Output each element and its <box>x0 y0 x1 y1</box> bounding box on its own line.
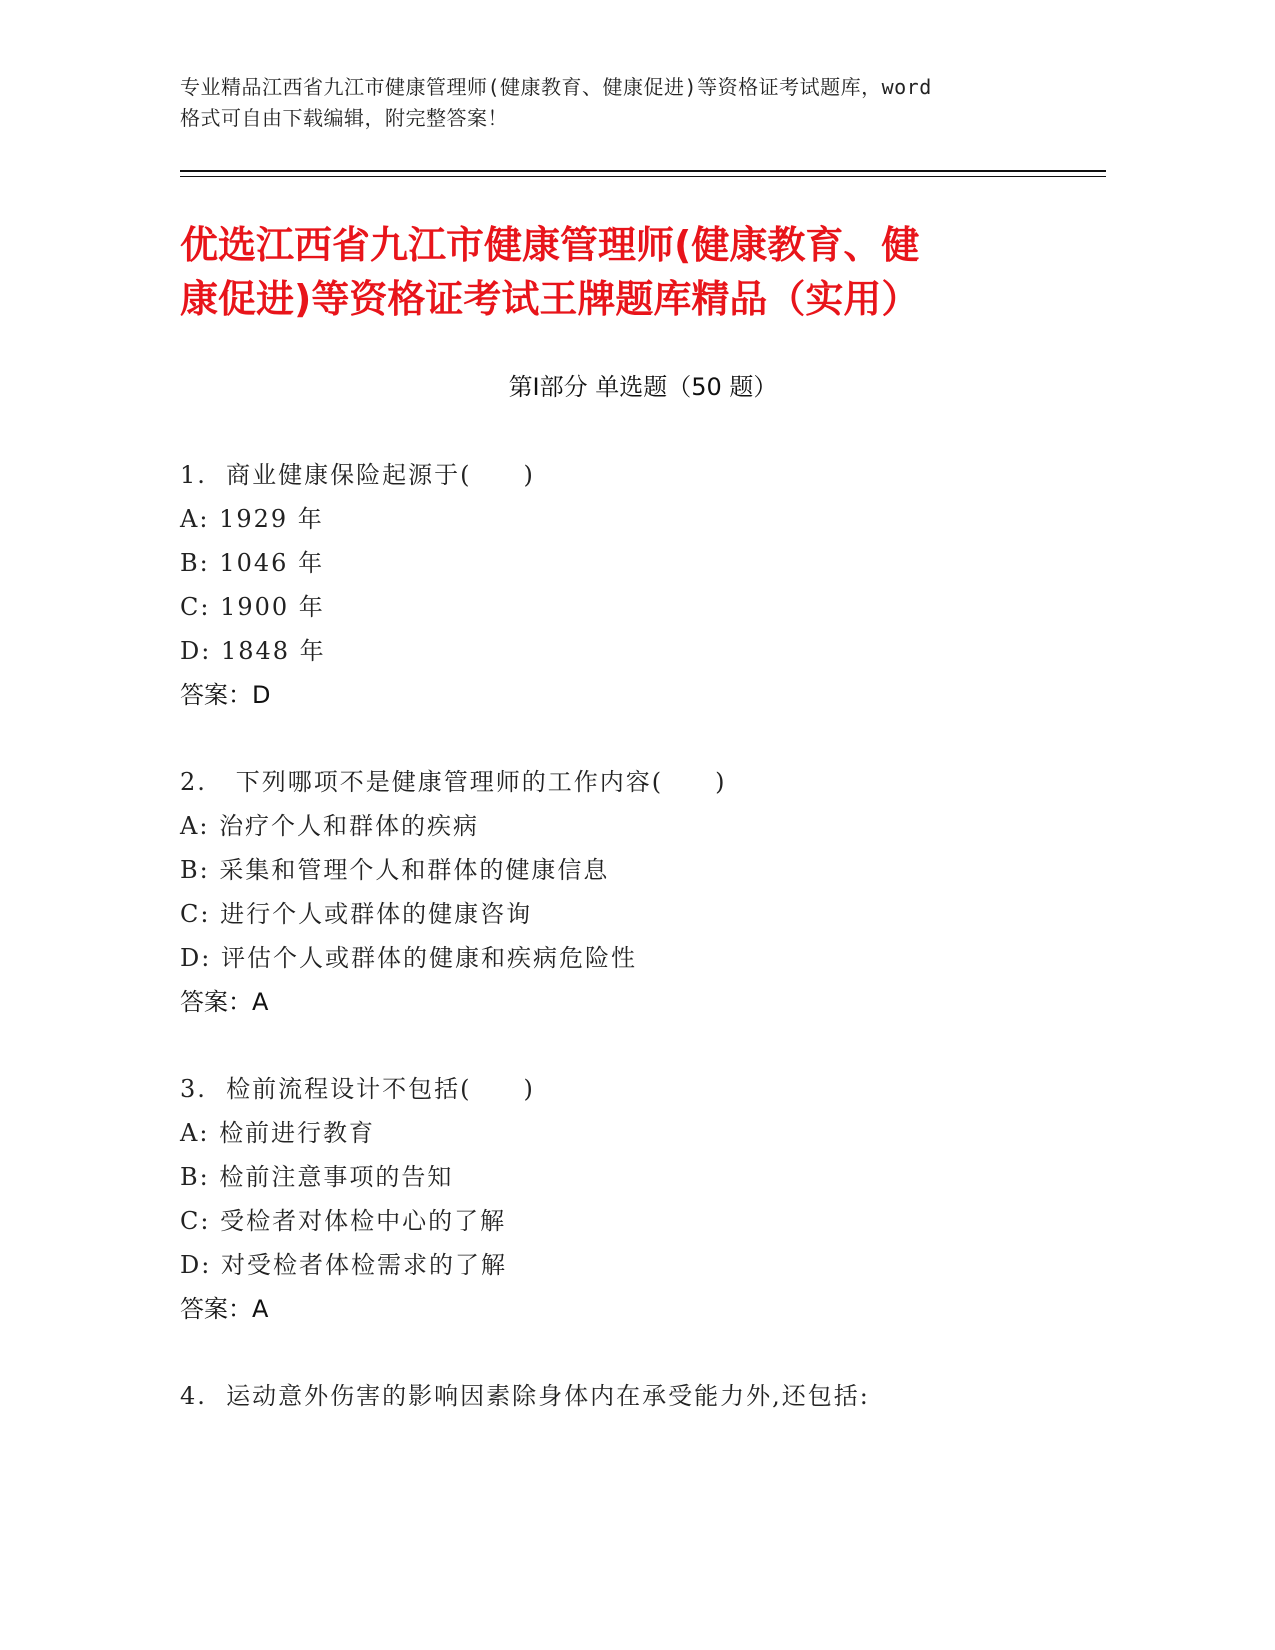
header-note <box>180 72 1060 134</box>
option-key: B: <box>180 549 210 577</box>
header-note-line-2: 格式可自由下载编辑，附完整答案！ <box>180 106 508 130</box>
header-note-line-1: 专业精品江西省九江市健康管理师(健康教育、健康促进)等资格证考试题库，word <box>180 75 932 99</box>
option-text: 采集和管理个人和群体的健康信息 <box>219 856 610 884</box>
question-text: 检前流程设计不包括( ) <box>226 1075 535 1103</box>
option-key: C: <box>180 1207 211 1235</box>
option-d <box>180 1243 1106 1287</box>
question-item <box>180 1374 1106 1418</box>
option-text: 1900 年 <box>220 593 325 621</box>
option-text: 受检者对体检中心的了解 <box>220 1207 507 1235</box>
answer-line: 答案：D <box>180 681 271 709</box>
option-b <box>180 1155 1106 1199</box>
header-divider-thick <box>180 170 1106 172</box>
question-list <box>180 453 1106 1461</box>
option-key: C: <box>180 593 211 621</box>
option-a <box>180 497 1106 541</box>
option-key: C: <box>180 900 211 928</box>
option-key: A: <box>180 505 210 533</box>
option-key: A: <box>180 812 210 840</box>
option-text: 治疗个人和群体的疾病 <box>219 812 480 840</box>
option-b <box>180 541 1106 585</box>
question-number: 4. <box>180 1382 207 1410</box>
question-number: 1. <box>180 461 207 489</box>
question-text: 运动意外伤害的影响因素除身体内在承受能力外,还包括: <box>226 1382 870 1410</box>
option-d <box>180 629 1106 673</box>
option-text: 1929 年 <box>219 505 324 533</box>
question-stem <box>180 760 1106 804</box>
question-item <box>180 453 1106 717</box>
option-key: D: <box>180 1251 212 1279</box>
option-b <box>180 848 1106 892</box>
question-text: 商业健康保险起源于( ) <box>226 461 535 489</box>
option-text: 对受检者体检需求的了解 <box>220 1251 507 1279</box>
document-title-line-2: 康促进)等资格证考试王牌题库精品（实用） <box>180 277 920 321</box>
option-text: 评估个人或群体的健康和疾病危险性 <box>220 944 637 972</box>
option-d <box>180 936 1106 980</box>
option-c <box>180 585 1106 629</box>
option-key: D: <box>180 637 212 665</box>
header-divider-thin <box>180 176 1106 177</box>
question-stem <box>180 453 1106 497</box>
question-text: 下列哪项不是健康管理师的工作内容( ) <box>226 768 727 796</box>
option-text: 进行个人或群体的健康咨询 <box>220 900 533 928</box>
option-key: A: <box>180 1119 210 1147</box>
option-key: D: <box>180 944 212 972</box>
answer-line: 答案：A <box>180 988 269 1016</box>
option-a <box>180 804 1106 848</box>
option-text: 检前进行教育 <box>219 1119 376 1147</box>
document-title <box>180 218 1080 326</box>
question-number: 2. <box>180 768 207 796</box>
answer-line: 答案：A <box>180 1295 269 1323</box>
option-text: 检前注意事项的告知 <box>219 1163 454 1191</box>
document-title-line-1: 优选江西省九江市健康管理师(健康教育、健 <box>180 223 920 267</box>
question-item <box>180 760 1106 1024</box>
question-number: 3. <box>180 1075 207 1103</box>
option-text: 1046 年 <box>219 549 325 577</box>
question-stem <box>180 1067 1106 1111</box>
section-heading: 第Ⅰ部分 单选题（50 题） <box>508 373 778 401</box>
option-text: 1848 年 <box>220 637 326 665</box>
option-c <box>180 1199 1106 1243</box>
question-stem <box>180 1374 1106 1418</box>
option-key: B: <box>180 1163 210 1191</box>
option-a <box>180 1111 1106 1155</box>
question-item <box>180 1067 1106 1331</box>
option-key: B: <box>180 856 210 884</box>
option-c <box>180 892 1106 936</box>
